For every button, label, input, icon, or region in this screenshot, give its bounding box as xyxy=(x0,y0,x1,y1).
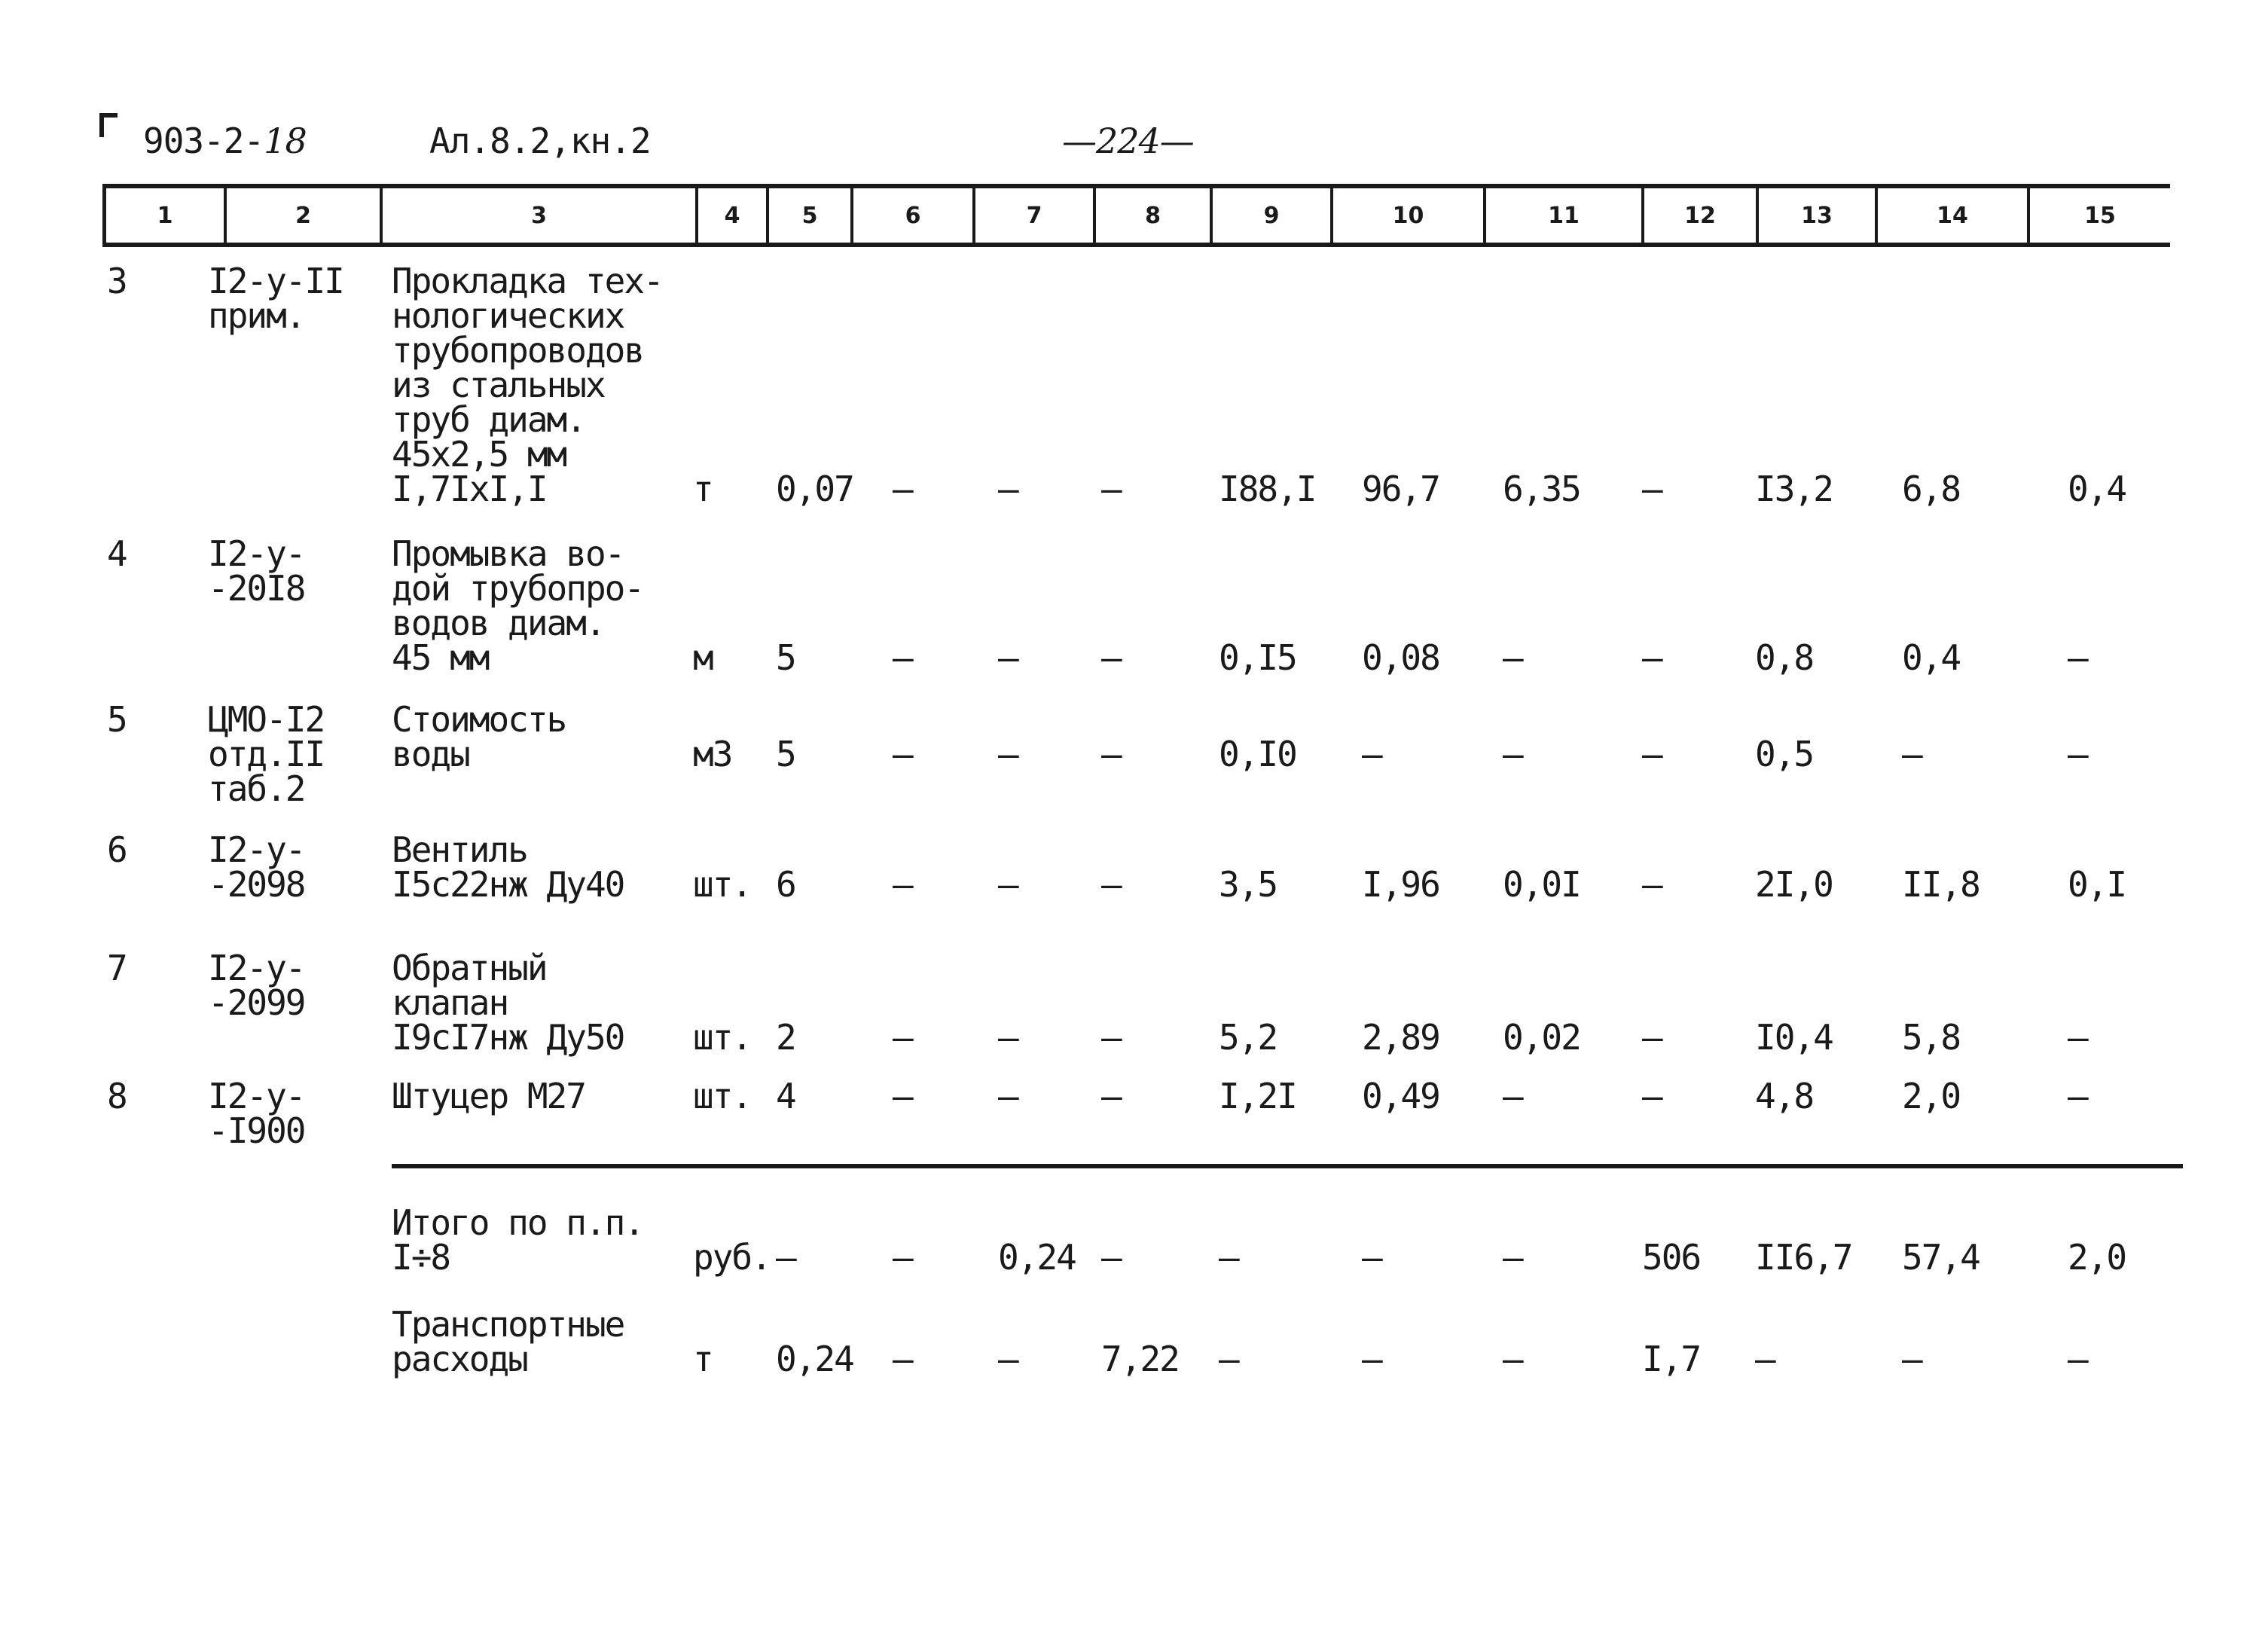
value-col-14: 2,0 xyxy=(1902,1076,1961,1116)
value-col-12: 506 xyxy=(1642,1237,1701,1278)
value-col-9: 0,I0 xyxy=(1219,734,1296,774)
value-col-15: 0,I xyxy=(2068,864,2126,905)
value-col-8: – xyxy=(1101,1076,1121,1116)
doc-code-text: 903-2- xyxy=(143,121,264,161)
value-col-13: I3,2 xyxy=(1755,469,1833,509)
value-col-11: – xyxy=(1503,1339,1522,1379)
value-col-11: 0,0I xyxy=(1503,864,1580,905)
value-col-10: – xyxy=(1362,734,1381,774)
album-ref: Ал.8.2,кн.2 xyxy=(429,121,651,161)
column-number-10: 10 xyxy=(1333,188,1486,243)
value-col-6: – xyxy=(893,1339,912,1379)
value-col-15: – xyxy=(2068,1339,2087,1379)
value-col-15: – xyxy=(2068,637,2087,678)
value-col-9: I88,I xyxy=(1219,469,1316,509)
value-col-10: I,96 xyxy=(1362,864,1439,905)
work-name: Стоимость воды xyxy=(392,699,566,774)
column-number-3: 3 xyxy=(383,188,698,243)
value-col-10: – xyxy=(1362,1237,1381,1278)
column-number-5: 5 xyxy=(769,188,853,243)
value-col-6: – xyxy=(893,1017,912,1058)
value-col-10: 2,89 xyxy=(1362,1017,1439,1058)
value-col-5: 5 xyxy=(776,637,795,678)
value-col-8: – xyxy=(1101,734,1121,774)
value-col-5: 0,24 xyxy=(776,1339,853,1379)
value-col-7: – xyxy=(998,469,1018,509)
column-number-14: 14 xyxy=(1878,188,2030,243)
value-col-8: 7,22 xyxy=(1101,1339,1179,1379)
value-col-9: 3,5 xyxy=(1219,864,1277,905)
value-col-14: 5,8 xyxy=(1902,1017,1961,1058)
work-name: Промывка во- дой трубопро- водов диам. 45 мм xyxy=(392,533,644,678)
value-col-5: – xyxy=(776,1237,795,1278)
value-col-14: – xyxy=(1902,734,1922,774)
value-col-9: 0,I5 xyxy=(1219,637,1296,678)
value-col-7: – xyxy=(998,734,1018,774)
column-number-15: 15 xyxy=(2084,202,2116,229)
norm-code: I2-у- -2098 xyxy=(208,829,305,905)
value-col-15: – xyxy=(2068,1017,2087,1058)
row-number: 3 xyxy=(107,261,127,301)
unit: м3 xyxy=(693,734,732,774)
value-col-6: – xyxy=(893,637,912,678)
column-number-4: 4 xyxy=(698,188,769,243)
norm-code: I2-у-II прим. xyxy=(208,261,343,336)
work-name: Транспортные расходы xyxy=(392,1304,624,1379)
value-col-10: – xyxy=(1362,1339,1381,1379)
value-col-12: I,7 xyxy=(1642,1339,1701,1379)
value-col-14: 0,4 xyxy=(1902,637,1961,678)
value-col-7: – xyxy=(998,1017,1018,1058)
value-col-9: 5,2 xyxy=(1219,1017,1277,1058)
value-col-14: – xyxy=(1902,1339,1922,1379)
value-col-9: I,2I xyxy=(1219,1076,1296,1116)
unit: шт. xyxy=(693,1076,752,1116)
doc-code xyxy=(143,121,307,161)
totals-separator xyxy=(392,1164,2183,1168)
value-col-14: 57,4 xyxy=(1902,1237,1980,1278)
value-col-7: – xyxy=(998,1076,1018,1116)
value-col-13: I0,4 xyxy=(1755,1017,1833,1058)
norm-code: I2-у- -20I8 xyxy=(208,533,305,609)
value-col-8: – xyxy=(1101,1237,1121,1278)
value-col-12: – xyxy=(1642,1017,1662,1058)
corner-mark xyxy=(99,113,104,137)
value-col-12: – xyxy=(1642,637,1662,678)
work-name: Итого по п.п. I÷8 xyxy=(392,1202,644,1278)
unit: м xyxy=(693,637,713,678)
value-col-13: 0,5 xyxy=(1755,734,1814,774)
column-number-2: 2 xyxy=(227,188,383,243)
value-col-8: – xyxy=(1101,469,1121,509)
column-number-row xyxy=(102,184,2170,247)
value-col-14: 6,8 xyxy=(1902,469,1961,509)
value-col-15: – xyxy=(2068,1076,2087,1116)
work-name: Прокладка тех- нологических трубопроводов из стальных труб диам. 45х2,5 мм I,7IхI,I xyxy=(392,261,663,509)
value-col-8: – xyxy=(1101,637,1121,678)
unit: руб. xyxy=(693,1237,771,1278)
unit: т xyxy=(693,1339,713,1379)
work-name: Обратный клапан I9сI7нж Ду50 xyxy=(392,948,624,1058)
value-col-14: II,8 xyxy=(1902,864,1980,905)
value-col-12: – xyxy=(1642,469,1662,509)
value-col-13: – xyxy=(1755,1339,1775,1379)
value-col-7: – xyxy=(998,1339,1018,1379)
value-col-10: 96,7 xyxy=(1362,469,1439,509)
value-col-7: – xyxy=(998,637,1018,678)
norm-code: ЦМО-I2 отд.II таб.2 xyxy=(208,699,325,809)
value-col-15: 0,4 xyxy=(2068,469,2126,509)
row-number: 6 xyxy=(107,829,127,870)
value-col-9: – xyxy=(1219,1339,1238,1379)
doc-code-handwritten: 18 xyxy=(264,121,307,161)
value-col-11: 0,02 xyxy=(1503,1017,1580,1058)
value-col-13: II6,7 xyxy=(1755,1237,1852,1278)
value-col-11: 6,35 xyxy=(1503,469,1580,509)
value-col-12: – xyxy=(1642,1076,1662,1116)
norm-code: I2-у- -I900 xyxy=(208,1076,305,1151)
column-number-6: 6 xyxy=(853,188,975,243)
value-col-8: – xyxy=(1101,1017,1121,1058)
value-col-6: – xyxy=(893,1076,912,1116)
row-number: 7 xyxy=(107,948,127,988)
value-col-6: – xyxy=(893,864,912,905)
value-col-6: – xyxy=(893,1237,912,1278)
column-number-7: 7 xyxy=(975,188,1096,243)
norm-code: I2-у- -2099 xyxy=(208,948,305,1023)
column-number-9: 9 xyxy=(1213,188,1333,243)
value-col-15: – xyxy=(2068,734,2087,774)
work-name: Штуцер М27 xyxy=(392,1076,585,1116)
value-col-5: 4 xyxy=(776,1076,795,1116)
row-number: 5 xyxy=(107,699,127,740)
unit: т xyxy=(693,469,713,509)
column-number-11: 11 xyxy=(1486,188,1644,243)
value-col-5: 0,07 xyxy=(776,469,853,509)
row-number: 8 xyxy=(107,1076,127,1116)
value-col-8: – xyxy=(1101,864,1121,905)
value-col-6: – xyxy=(893,734,912,774)
unit: шт. xyxy=(693,1017,752,1058)
column-number-1: 1 xyxy=(106,188,227,243)
column-number-12: 12 xyxy=(1644,188,1759,243)
value-col-7: 0,24 xyxy=(998,1237,1076,1278)
column-number-8: 8 xyxy=(1096,188,1213,243)
value-col-11: – xyxy=(1503,637,1522,678)
value-col-13: 0,8 xyxy=(1755,637,1814,678)
value-col-7: – xyxy=(998,864,1018,905)
value-col-15: 2,0 xyxy=(2068,1237,2126,1278)
value-col-11: – xyxy=(1503,1076,1522,1116)
value-col-12: – xyxy=(1642,864,1662,905)
column-number-13: 13 xyxy=(1759,188,1878,243)
value-col-6: – xyxy=(893,469,912,509)
value-col-13: 4,8 xyxy=(1755,1076,1814,1116)
value-col-13: 2I,0 xyxy=(1755,864,1833,905)
work-name: Вентиль I5с22нж Ду40 xyxy=(392,829,624,905)
row-number: 4 xyxy=(107,533,127,574)
page-number: —224— xyxy=(1062,121,1194,161)
value-col-12: – xyxy=(1642,734,1662,774)
value-col-10: 0,49 xyxy=(1362,1076,1439,1116)
unit: шт. xyxy=(693,864,752,905)
value-col-10: 0,08 xyxy=(1362,637,1439,678)
value-col-5: 6 xyxy=(776,864,795,905)
value-col-11: – xyxy=(1503,734,1522,774)
value-col-5: 2 xyxy=(776,1017,795,1058)
value-col-11: – xyxy=(1503,1237,1522,1278)
value-col-5: 5 xyxy=(776,734,795,774)
value-col-9: – xyxy=(1219,1237,1238,1278)
